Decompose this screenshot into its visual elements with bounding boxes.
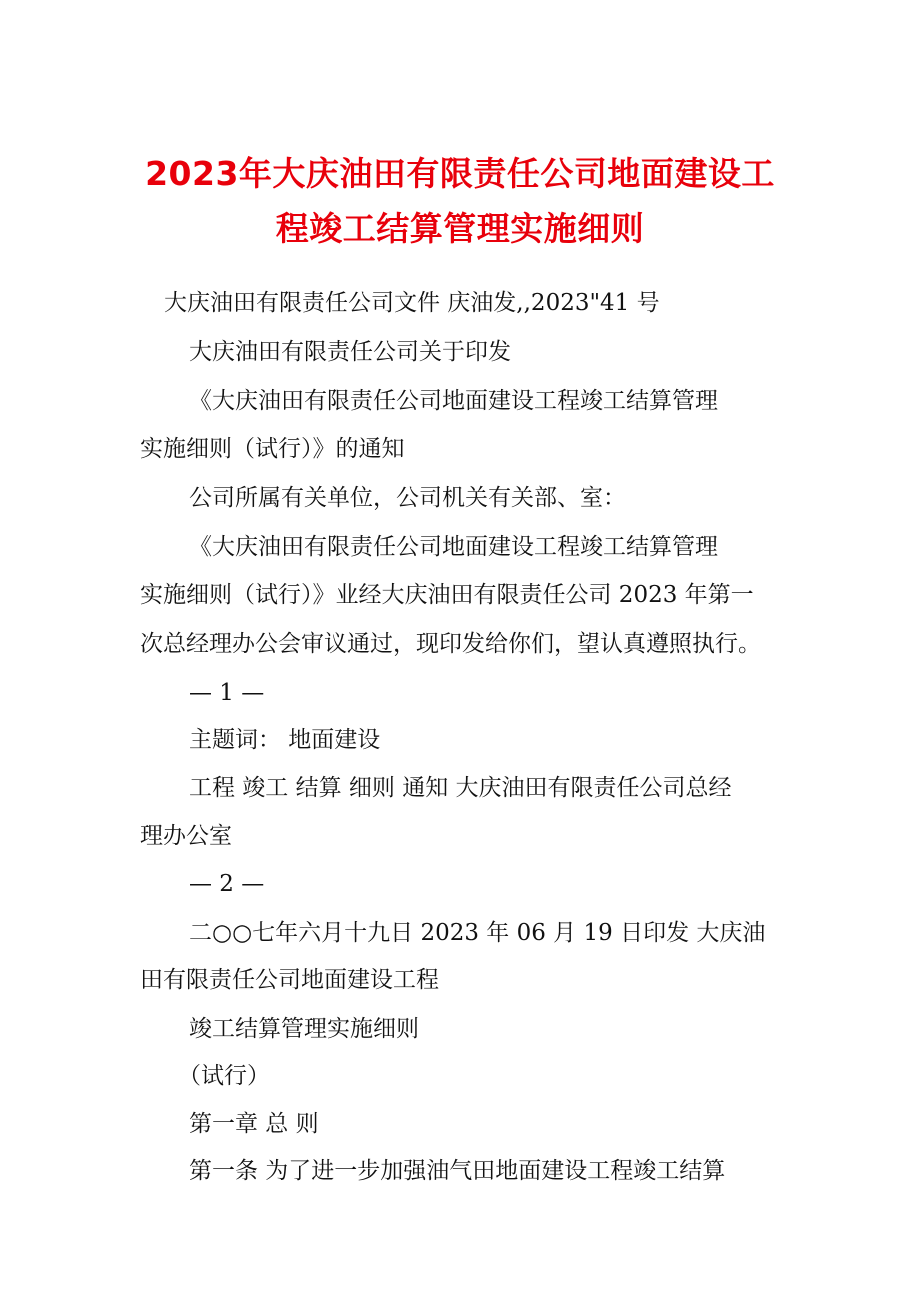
body-paragraph-line-2: 实施细则（试行）》业经大庆油田有限责任公司 2023 年第一 <box>140 582 754 608</box>
body-paragraph-line-1: 《大庆油田有限责任公司地面建设工程竣工结算管理 <box>189 534 718 560</box>
notice-title-line-2: 《大庆油田有限责任公司地面建设工程竣工结算管理 <box>189 388 718 414</box>
article-1-line: 第一条 为了进一步加强油气田地面建设工程竣工结算 <box>189 1158 726 1184</box>
regulation-title-line: 竣工结算管理实施细则 <box>189 1016 419 1042</box>
notice-title-line-3: 实施细则（试行）》的通知 <box>140 436 405 462</box>
document-header: 大庆油田有限责任公司文件 庆油发,,2023"41 号 <box>164 290 660 316</box>
page-number-marker-2: — 2 — <box>189 871 265 897</box>
document-title-line-2: 程竣工结算管理实施细则 <box>275 209 645 248</box>
issue-date-line-1: 二○○七年六月十九日 2023 年 06 月 19 日印发 大庆油 <box>189 920 766 946</box>
issue-date-line-2: 田有限责任公司地面建设工程 <box>140 967 439 993</box>
subject-words-line-1: 主题词： 地面建设 <box>189 727 381 753</box>
page-number-marker-1: — 1 — <box>189 680 265 706</box>
chapter-heading: 第一章 总 则 <box>189 1111 319 1137</box>
subject-words-line-3: 理办公室 <box>140 823 232 849</box>
trial-label: （试行） <box>178 1063 270 1089</box>
recipients-line: 公司所属有关单位，公司机关有关部、室： <box>189 485 626 511</box>
body-paragraph-line-3: 次总经理办公会审议通过，现印发给你们，望认真遵照执行。 <box>140 631 761 657</box>
notice-title-line-1: 大庆油田有限责任公司关于印发 <box>189 339 511 365</box>
document-title-line-1: 2023年大庆油田有限责任公司地面建设工 <box>145 154 775 193</box>
subject-words-line-2: 工程 竣工 结算 细则 通知 大庆油田有限责任公司总经 <box>189 775 732 801</box>
